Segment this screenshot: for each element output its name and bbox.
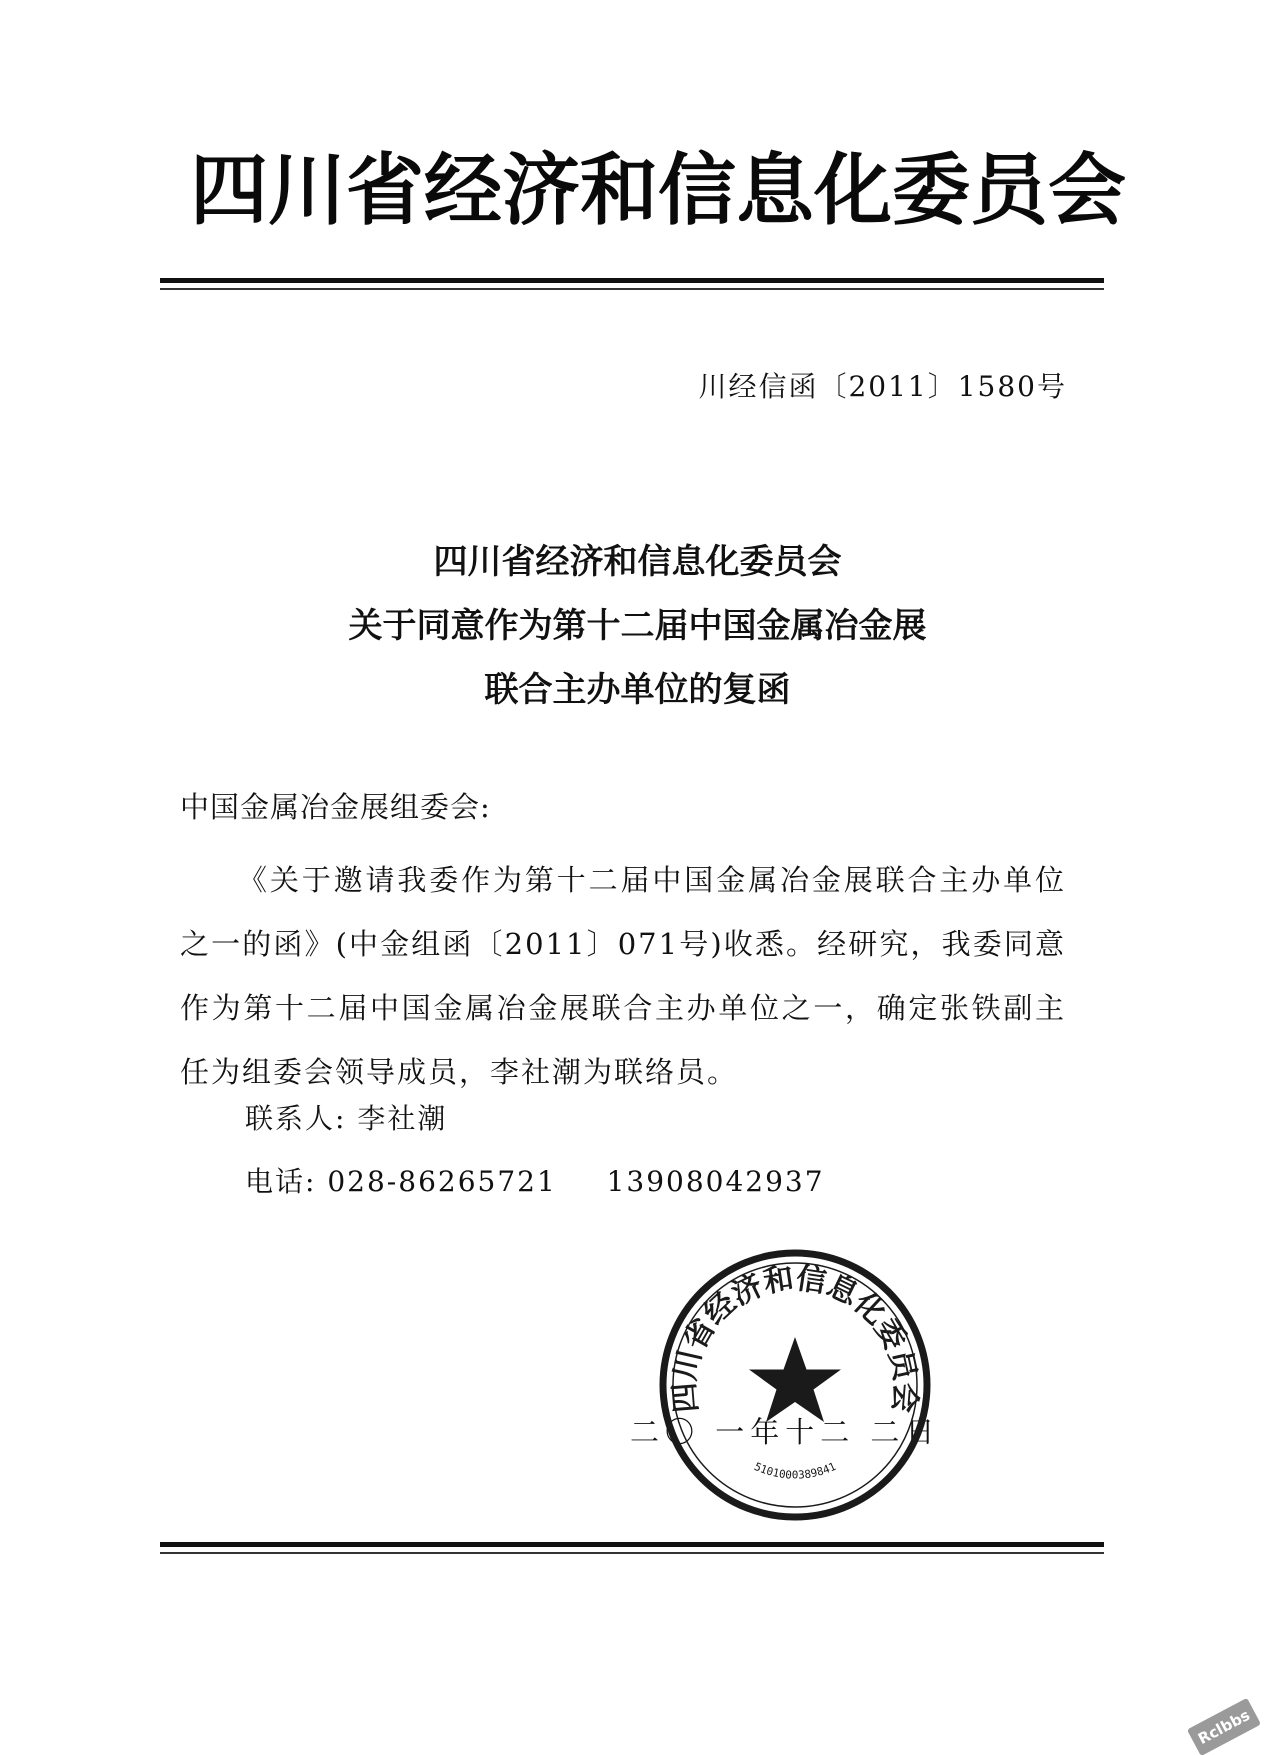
masthead-organization: 四川省经济和信息化委员会 — [190, 146, 1127, 236]
masthead-rule-thin — [160, 288, 1104, 290]
contact-phone-row — [245, 1160, 825, 1200]
phone-number-landline: 028-86265721 — [327, 1165, 557, 1198]
reference-number: 川经信函〔2011〕1580号 — [698, 370, 1067, 403]
title-line-3: 联合主办单位的复函 — [484, 670, 791, 710]
official-seal-stamp — [655, 1245, 935, 1525]
title-line-2: 关于同意作为第十二届中国金属冶金展 — [348, 606, 927, 646]
contact-person-row — [245, 1097, 447, 1137]
masthead-rule-thick — [160, 278, 1104, 283]
body-paragraph: 《关于邀请我委作为第十二届中国金属冶金展联合主办单位之一的函》(中金组函〔2011〕071号)收悉。经研究，我委同意作为第十二届中国金属冶金展联合主办单位之一，确定张铁副主任为组委会领导成员，李社潮为联络员。 — [180, 863, 1066, 1089]
recipient-line: 中国金属冶金展组委会: — [180, 790, 491, 824]
phone-label: 电话: — [245, 1165, 317, 1198]
seal-arc-text: 四川省经济和信息化委员会 — [667, 1260, 923, 1414]
title-line-1: 四川省经济和信息化委员会 — [433, 542, 842, 582]
signing-date: 二〇 一年十二 二日 — [630, 1415, 941, 1449]
phone-number-mobile: 13908042937 — [606, 1165, 825, 1198]
document-title — [0, 530, 1275, 722]
seal-serial-text: 5101000389841 — [752, 1459, 838, 1482]
site-watermark-logo: Rclbbs — [1187, 1698, 1261, 1756]
footer-rule-thick — [160, 1542, 1104, 1547]
seal-star-icon — [749, 1337, 841, 1422]
contact-label: 联系人: — [245, 1102, 347, 1135]
contact-name: 李社潮 — [357, 1102, 448, 1135]
footer-rule-thin — [160, 1552, 1104, 1554]
